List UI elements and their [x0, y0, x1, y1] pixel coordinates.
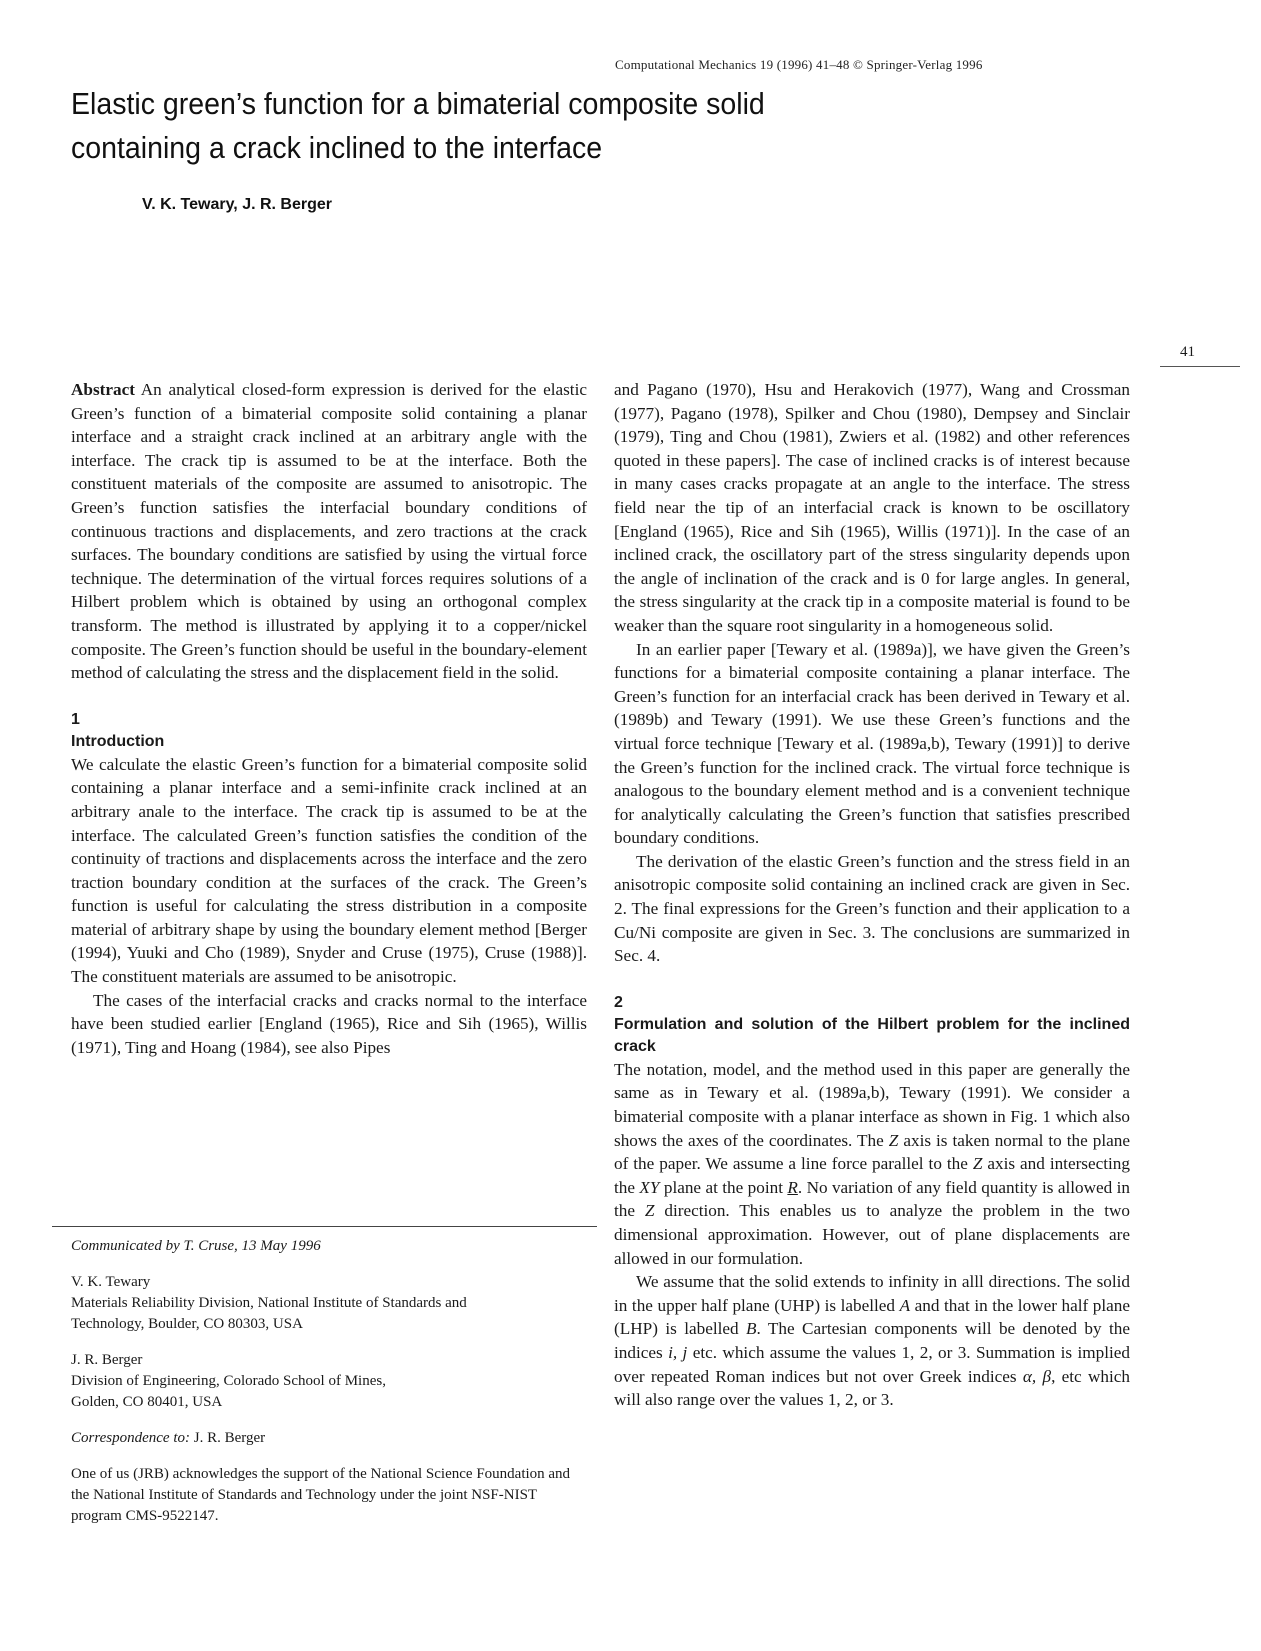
text-run: and that in the lower half plane (LHP) is labelled [614, 1295, 1130, 1339]
intro-paragraph-2-start: The cases of the interfacial cracks and cracks normal to the interface have been studied earlier [England (1965), Rice and Sih (1965), Willis (1971), Ting and Hoang (1984), see also Pipes [71, 990, 587, 1057]
text-run: . No variation of any field quantity is allowed in the [614, 1177, 1130, 1221]
section-2-title: Formulation and solution of the Hilbert problem for the inclined crack [614, 1015, 1130, 1055]
page-number-rule [1160, 366, 1240, 367]
text-run: . The Cartesian components will be denoted by the indices [614, 1319, 1131, 1362]
math-var: B [746, 1319, 757, 1339]
title-line-1: Elastic green’s function for a bimaterial composite solid [71, 86, 765, 121]
text-run: axis and intersecting the [614, 1154, 1130, 1197]
section-2-paragraph-2 [614, 1270, 1130, 1412]
math-var: Z [972, 1154, 983, 1174]
text-run: The notation, model, and the method used in this paper are generally the same as in Tewary et al. (1989a,b), Tewary (1991). We consider a bimaterial composite with a planar interface as shown in Fig. 1 which also shows the axes of the coordinates. The [614, 1059, 1130, 1150]
intro-paragraph-4: The derivation of the elastic Green’s function and the stress field in an anisotropic composite solid containing an inclined crack are given in Sec. 2. The final expressions for the Green’s function and their application to a Cu/Ni composite are given in Sec. 3. The conclusions are summarized in Sec. 4. [614, 851, 1130, 966]
title-line-2: containing a crack inclined to the interface [71, 130, 603, 165]
left-column [71, 378, 587, 1059]
author-1-name: V. K. Tewary [71, 1274, 151, 1290]
math-var: A [899, 1295, 911, 1315]
author-2-affiliation [71, 1350, 591, 1413]
text-run: , etc which will also range over the values 1, 2, or 3. [614, 1366, 1130, 1410]
footnotes [71, 1236, 591, 1542]
journal-header: Computational Mechanics 19 (1996) 41–48 © Springer-Verlag 1996 [615, 57, 983, 72]
footnote-rule [52, 1226, 597, 1227]
author-2-affil-line-2: Golden, CO 80401, USA [71, 1394, 223, 1410]
page-number: 41 [1180, 344, 1195, 360]
correspondence [71, 1428, 591, 1449]
intro-paragraph-3: In an earlier paper [Tewary et al. (1989a)], we have given the Green’s functions for a bimaterial composite containing a planar interface. The Green’s function for an interfacial crack has been derived in Tewary et al. (1989b) and Tewary (1991). We use these Green’s functions and the virtual force technique [Tewary et al. (1989a,b), Tewary (1991)] to derive the Green’s function for the inclined crack. The virtual force technique is analogous to the boundary element method and is a convenient technique for analytically calculating the Green’s function that satisfies prescribed boundary conditions. [614, 639, 1130, 848]
correspondence-name: J. R. Berger [190, 1430, 266, 1446]
abstract-text: An analytical closed-form expression is derived for the elastic Green’s function of a bimaterial composite solid containing a planar interface and a straight crack inclined at an arbitrary angle with the interface. The crack tip is assumed to be at the interface. Both the constituent materials of the composite are assumed to anisotropic. The Green’s function satisfies the interfacial boundary conditions of continuous tractions and displacements, and zero tractions at the crack surfaces. The boundary conditions are satisfied by using the virtual force technique. The determination of the virtual forces requires solutions of a Hilbert problem which is obtained by using an orthogonal complex transform. The method is illustrated by applying it to a copper/nickel composite. The Green’s function should be useful in the boundary-element method of calculating the stress and the displacement field in the solid. [71, 380, 587, 683]
abstract-label: Abstract [71, 380, 135, 399]
math-var: XY [639, 1177, 660, 1197]
author-2-affil-line-1: Division of Engineering, Colorado School of Mines, [71, 1373, 386, 1389]
section-1-number: 1 [71, 710, 80, 728]
acknowledgement: One of us (JRB) acknowledges the support of the National Science Foundation and the National Institute of Standards and Technology under the joint NSF-NIST program CMS-9522147. [71, 1466, 571, 1524]
math-var: α, β [1022, 1366, 1052, 1386]
author-1-affiliation [71, 1272, 591, 1335]
section-2-number: 2 [614, 993, 623, 1011]
right-column [614, 378, 1130, 1412]
math-vector-r: R [787, 1177, 798, 1197]
math-var: i, j [668, 1342, 688, 1362]
correspondence-label: Correspondence to: [71, 1430, 191, 1446]
author-list: V. K. Tewary, J. R. Berger [142, 196, 333, 213]
section-2-paragraph-1 [614, 1058, 1130, 1270]
author-1-affil-line-2: Technology, Boulder, CO 80303, USA [71, 1316, 303, 1332]
text-run: direction. This enables us to analyze the problem in the two dimensional approximation. However, out of plane displacements are allowed in our formulation. [614, 1201, 1130, 1268]
text-run: axis is taken normal to the plane of the paper. We assume a line force parallel to the [614, 1130, 1130, 1174]
math-var: Z [644, 1201, 655, 1221]
author-2-name: J. R. Berger [71, 1352, 143, 1368]
paper-title [71, 82, 807, 170]
section-1-title: Introduction [71, 732, 165, 750]
communicated-by: Communicated by T. Cruse, 13 May 1996 [71, 1238, 321, 1254]
abstract [71, 378, 587, 685]
math-var: Z [888, 1130, 899, 1150]
intro-paragraph-1: We calculate the elastic Green’s function for a bimaterial composite solid containing a planar interface and a semi-infinite crack inclined at an arbitrary anale to the interface. The crack tip is assumed to be at the interface. The calculated Green’s function satisfies the condition of the continuity of tractions and displacements across the interface and the zero traction boundary condition at the surfaces of the crack. The Green’s function is useful for calculating the stress distribution in a composite material of arbitrary shape by using the boundary element method [Berger (1994), Yuuki and Cho (1989), Snyder and Cruse (1975), Cruse (1988)]. The constituent materials are assumed to be anisotropic. [71, 754, 587, 987]
intro-paragraph-2-cont: and Pagano (1970), Hsu and Herakovich (1977), Wang and Crossman (1977), Pagano (1978), Spilker and Chou (1980), Dempsey and Sinclair (1979), Ting and Chou (1981), Zwiers et al. (1982) and other references quoted in these papers]. The case of inclined cracks is of interest because in many cases cracks propagate at an angle to the interface. The stress field near the tip of an interfacial crack is known to be oscillatory [England (1965), Rice and Sih (1965), Willis (1971)]. In the case of an inclined crack, the oscillatory part of the stress singularity depends upon the angle of inclination of the crack and is 0 for large angles. In general, the stress singularity at the crack tip in a composite material is found to be weaker than the square root singularity in a homogeneous solid. [614, 380, 1130, 635]
text-run: plane at the point [659, 1177, 788, 1197]
author-1-affil-line-1: Materials Reliability Division, National Institute of Standards and [71, 1295, 467, 1311]
text-run: etc. which assume the values 1, 2, or 3. Summation is implied over repeated Roman indices but not over Greek indices [614, 1342, 1130, 1386]
text-run: We assume that the solid extends to infinity in alll directions. The solid in the upper half plane (UHP) is labelled [614, 1272, 1130, 1315]
